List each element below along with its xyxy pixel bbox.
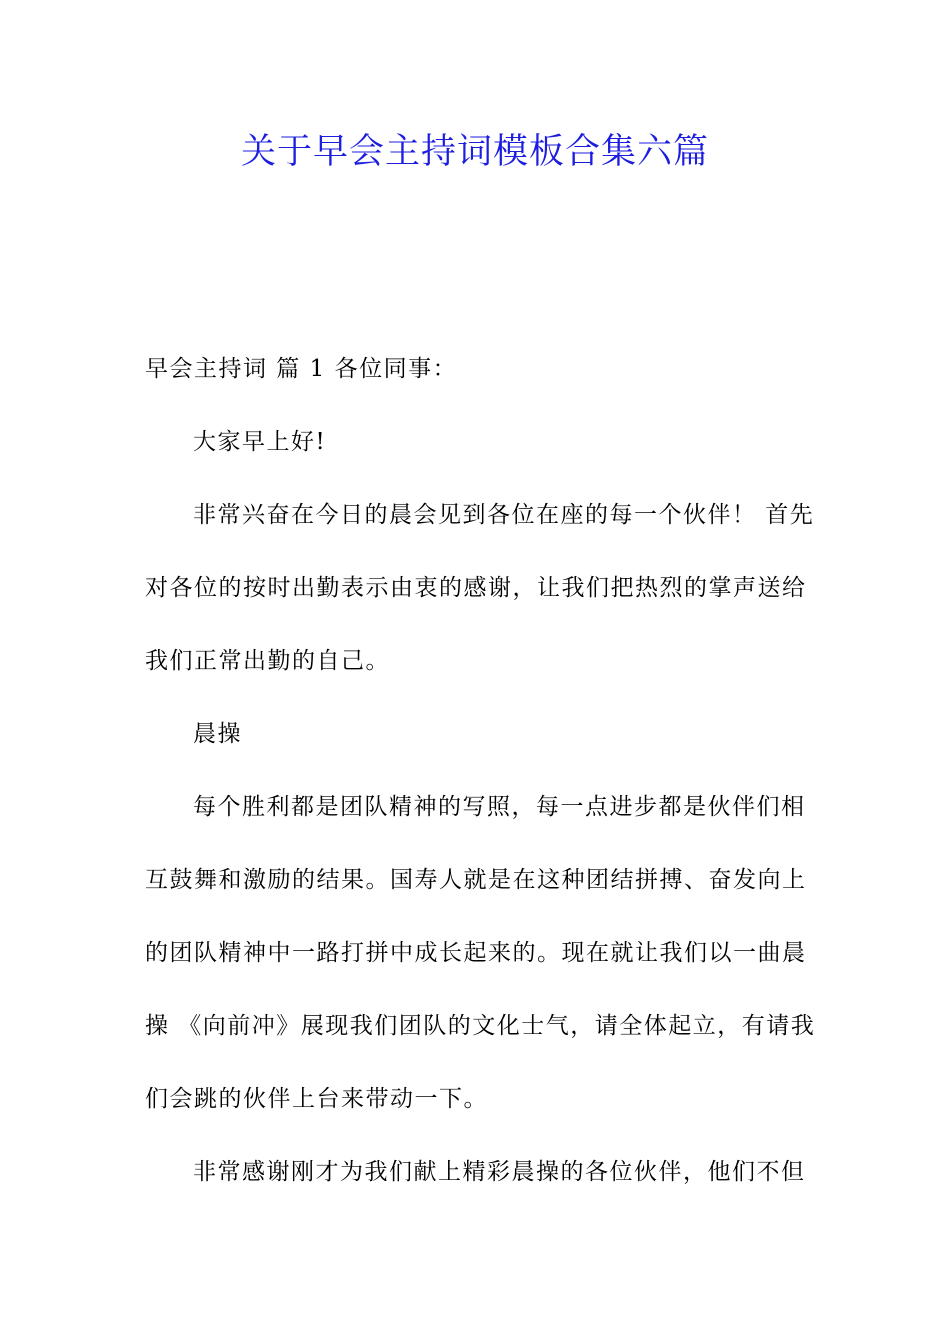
text-line: 晨操	[193, 721, 242, 747]
text-line: 们会跳的伙伴上台来带动一下。	[145, 1086, 488, 1112]
document-title: 关于早会主持词模板合集六篇	[240, 132, 709, 172]
document-body	[145, 333, 816, 1209]
text-line: 互鼓舞和激励的结果。国寿人就是在这种团结拼搏、奋发向上	[145, 867, 807, 893]
text-line: 的团队精神中一路打拼中成长起来的。现在就让我们以一曲晨	[145, 940, 807, 966]
text-line: 非常感谢刚才为我们献上精彩晨操的各位伙伴，他们不但	[193, 1159, 806, 1185]
text-line: 非常兴奋在今日的晨会见到各位在座的每一个伙伴！ 首先	[193, 502, 815, 528]
text-line: 大家早上好!	[193, 429, 327, 455]
text-line: 操 《向前冲》展现我们团队的文化士气，请全体起立，有请我	[145, 1013, 816, 1039]
text-line: 每个胜利都是团队精神的写照，每一点进步都是伙伴们相	[193, 794, 806, 820]
text-line: 对各位的按时出勤表示由衷的感谢，让我们把热烈的掌声送给	[145, 575, 807, 601]
text-line: 我们正常出勤的自己。	[145, 648, 390, 674]
text-line: 早会主持词 篇 1 各位同事：	[145, 356, 458, 382]
